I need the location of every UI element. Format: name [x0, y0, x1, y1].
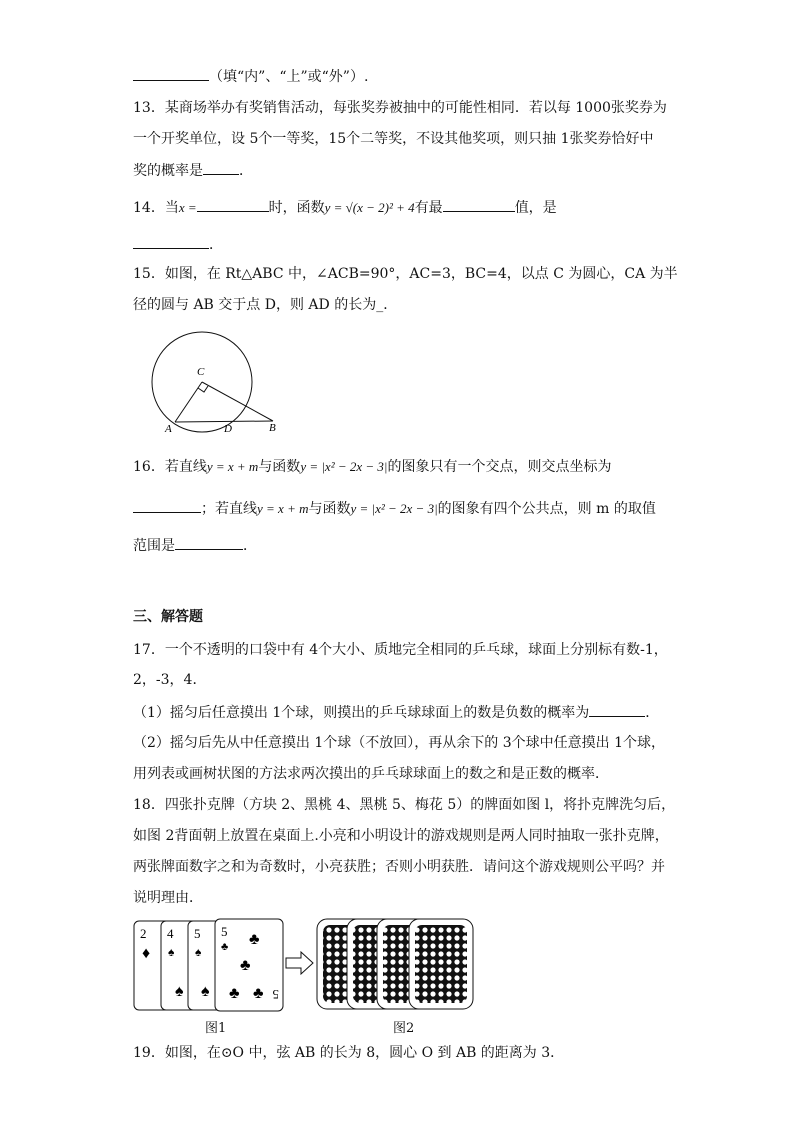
- card-rank: 5: [194, 926, 201, 941]
- q18-line4: 说明理由．: [133, 890, 203, 906]
- diamond-icon: ♦: [142, 945, 151, 962]
- q16-l3-pre: 范围是: [133, 538, 175, 554]
- q17-p2-line2: 用列表或画树状图的方法求两次摸出的乒乓球球面上的数之和是正数的概率．: [133, 766, 609, 782]
- q16-line2: [133, 498, 656, 519]
- q15-line1: 15．如图，在 Rt△ABC 中，∠ACB=90°，AC=3，BC=4，以点 C 为圆心，CA 为半: [133, 266, 678, 282]
- segment-ca: [175, 382, 202, 422]
- answer-blank: [133, 498, 201, 513]
- q19-line1: 19．如图，在⊙O 中，弦 AB 的长为 8，圆心 O 到 AB 的距离为 3．: [133, 1045, 565, 1061]
- club-icon: ♣: [249, 931, 260, 948]
- q14-post2: 值，是: [514, 200, 557, 216]
- q12-tail-line: [133, 66, 368, 87]
- q16-l2-post: 的图象有四个公共点，则 m 的取值: [437, 501, 656, 517]
- q12-tail-text: （填“内”、“上”或“外”）.: [209, 69, 369, 85]
- q17-p1-pre: （1）摇匀后任意摸出 1个球，则摸出的乒乓球球面上的数是负数的概率为: [133, 705, 590, 721]
- q16-function: y = |x² − 2x − 3|: [300, 459, 388, 474]
- segment-ab: [175, 421, 273, 422]
- card-back-4: [409, 919, 473, 1009]
- q14-mid: 时，函数: [268, 200, 325, 216]
- q15-figure: [145, 330, 295, 434]
- q16-line1: [133, 457, 612, 477]
- spade-icon: ♠: [201, 983, 210, 1000]
- q14-line1: [133, 197, 557, 218]
- answer-blank: [443, 197, 515, 212]
- q17-p1-post: ．: [645, 705, 660, 721]
- label-a: A: [165, 423, 172, 434]
- q14-x-eq: x =: [178, 200, 197, 215]
- spade-icon: ♠: [168, 945, 175, 959]
- figure-2-caption: 图2: [393, 1021, 415, 1036]
- q18-line1: 18．四张扑克牌（方块 2、黑桃 4、黑桃 5、梅花 5）的牌面如图 l，将扑克牌洗匀后，: [133, 797, 676, 813]
- section-heading: 三、解答题: [133, 609, 203, 625]
- q14-function: y = √(x − 2)² + 4: [324, 200, 415, 215]
- q18-cards-figure: [133, 918, 478, 1014]
- q18-line3: 两张牌面数字之和为奇数时，小亮获胜；否则小明获胜．请问这个游戏规则公平吗？并: [133, 859, 665, 875]
- q13-line3: [133, 160, 253, 181]
- arrow-right-icon: [286, 952, 313, 974]
- club-icon: ♣: [240, 957, 251, 974]
- q14-end: ．: [209, 237, 223, 253]
- club-icon: ♣: [229, 985, 240, 1002]
- q17-part1: [133, 702, 659, 723]
- q16-mid-2: 与函数: [308, 501, 351, 517]
- segment-cb: [202, 382, 273, 421]
- q14-post1: 有最: [414, 200, 443, 216]
- right-angle-mark: [198, 386, 208, 392]
- club-icon: ♣: [221, 941, 229, 953]
- answer-blank: [133, 66, 209, 81]
- q16-line-eq: y = x + m: [206, 459, 259, 474]
- q13-line3-post: ．: [239, 163, 253, 179]
- spade-icon: ♠: [195, 945, 202, 959]
- answer-blank: [133, 234, 209, 249]
- label-d: D: [224, 423, 232, 434]
- q16-post: 的图象只有一个交点，则交点坐标为: [387, 459, 612, 475]
- answer-blank: [589, 702, 645, 717]
- q16-l3-post: ．: [243, 538, 257, 554]
- q13-line2: 一个开奖单位，设 5个一等奖，15个二等奖，不设其他奖项，则只抽 1张奖券恰好中: [133, 131, 654, 147]
- answer-blank: [203, 160, 239, 175]
- q15-line2: 径的圆与 AB 交于点 D，则 AD 的长为_．: [133, 297, 398, 313]
- label-c: C: [197, 366, 205, 378]
- answer-blank: [175, 535, 243, 550]
- card-club-5: [215, 919, 283, 1011]
- answer-blank: [197, 197, 269, 212]
- q17-line1: 17．一个不透明的口袋中有 4个大小、质地完全相同的乒乓球，球面上分别标有数-1，: [133, 642, 668, 658]
- q17-p2-line1: （2）摇匀后先从中任意摸出 1个球（不放回），再从余下的 3个球中任意摸出 1个球，: [133, 735, 665, 751]
- label-b: B: [269, 422, 276, 434]
- q18-line2: 如图 2背面朝上放置在桌面上.小亮和小明设计的游戏规则是两人同时抽取一张扑克牌，: [133, 828, 669, 844]
- q16-line-eq-2: y = x + m: [257, 501, 309, 516]
- q16-function-2: y = |x² − 2x − 3|: [350, 501, 438, 516]
- card-rank: 2: [140, 926, 147, 941]
- q13-line1: 13．某商场举办有奖销售活动，每张奖券被抽中的可能性相同．若以每 1000张奖券为: [133, 100, 667, 116]
- q14-pre: 14．当: [133, 200, 179, 216]
- q16-mid: 与函数: [258, 459, 301, 475]
- q17-line2: 2，-3，4．: [133, 672, 207, 688]
- q14-line2: [133, 234, 223, 255]
- card-rank: 5: [221, 924, 228, 939]
- q13-line3-pre: 奖的概率是: [133, 163, 203, 179]
- card-rank: 4: [167, 926, 174, 941]
- q16-line3: [133, 535, 257, 556]
- spade-icon: ♠: [175, 983, 184, 1000]
- q16-pre: 16．若直线: [133, 459, 207, 475]
- card-rank-inverted: 5: [272, 987, 279, 1002]
- figure-1-caption: 图1: [205, 1021, 227, 1036]
- club-icon: ♣: [253, 985, 264, 1002]
- q16-l2-sep: ；若直线: [201, 501, 257, 517]
